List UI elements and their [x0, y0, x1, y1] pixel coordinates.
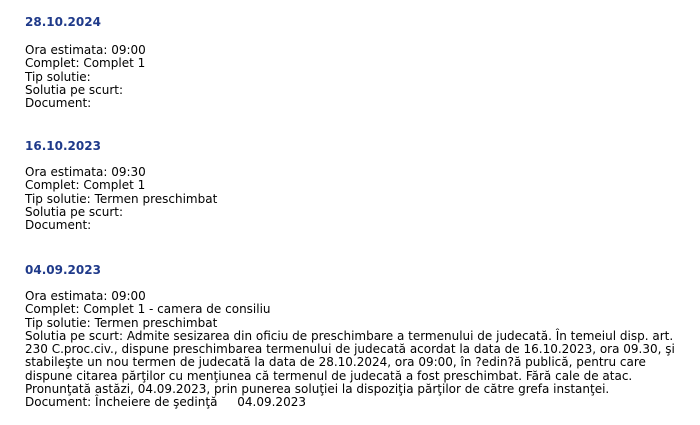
document-label: Document:: [25, 218, 92, 233]
panel-label: Complet:: [25, 302, 80, 317]
estimated-time-value: 09:30: [111, 165, 146, 179]
solution-summary-label: Solutia pe scurt:: [25, 82, 124, 97]
panel-value: Complet 1: [83, 56, 146, 71]
solution-type-label: Tip solutie:: [25, 191, 91, 206]
solution-type-label: Tip solutie:: [25, 69, 91, 84]
estimated-time-label: Ora estimata:: [25, 289, 108, 303]
document-label: Document:: [25, 96, 92, 111]
solution-type-row: [25, 71, 685, 84]
estimated-time-row: [25, 44, 685, 57]
document-row: [25, 97, 685, 110]
estimated-time-row: [25, 166, 685, 179]
session-date: 04.09.2023: [25, 263, 101, 277]
solution-summary-label: Solutia pe scurt:: [25, 204, 124, 219]
session-date: 28.10.2024: [25, 15, 101, 29]
session-date: 16.10.2023: [25, 139, 101, 153]
solution-type-label: Tip solutie:: [25, 315, 91, 330]
panel-label: Complet:: [25, 56, 80, 71]
solution-type-row: [25, 317, 685, 330]
document-label: Document:: [25, 395, 92, 410]
solution-summary-row: [25, 206, 685, 219]
panel-row: [25, 303, 685, 316]
estimated-time-value: 09:00: [111, 43, 146, 57]
solution-type-value: Termen preschimbat: [94, 191, 218, 206]
panel-row: [25, 179, 685, 192]
solution-summary-label: Solutia pe scurt:: [25, 328, 124, 343]
solution-type-value: Termen preschimbat: [94, 315, 218, 330]
panel-label: Complet:: [25, 178, 80, 193]
estimated-time-label: Ora estimata:: [25, 165, 108, 179]
panel-value: Complet 1: [83, 178, 146, 193]
document-row: [25, 396, 685, 409]
estimated-time-row: [25, 290, 685, 303]
solution-type-row: [25, 193, 685, 206]
session-entry: [25, 139, 685, 232]
solution-summary-row: [25, 330, 685, 396]
panel-value: Complet 1 - camera de consiliu: [83, 302, 271, 317]
solution-summary-value: Admite sesizarea din oficiu de preschimbare a termenului de judecată. În temeiul disp. art. 230 C.proc.civ., dispune preschimbarea termenului de judecată acordat la data de 16.10.2023, ora 09.30, şi stabileşte un nou termen de judecată la data de 28.10.2024, ora 09:00, în ?edin?ă publică, pentru care dispune citarea părţilor cu menţiunea că termenul de judecată a fost preschimbat. Fără cale de atac. Pronunţată astăzi, 04.09.2023, prin punerea soluţiei la dispoziţia părţilor de către grefa instanţei.: [25, 328, 675, 397]
document-value: Încheiere de şedinţă: [95, 395, 218, 410]
session-entry: [25, 263, 685, 410]
solution-summary-row: [25, 84, 685, 97]
document-row: [25, 219, 685, 232]
panel-row: [25, 57, 685, 70]
estimated-time-label: Ora estimata:: [25, 43, 108, 57]
session-entry: [25, 15, 685, 110]
document-date: 04.09.2023: [237, 395, 306, 410]
estimated-time-value: 09:00: [111, 289, 146, 303]
